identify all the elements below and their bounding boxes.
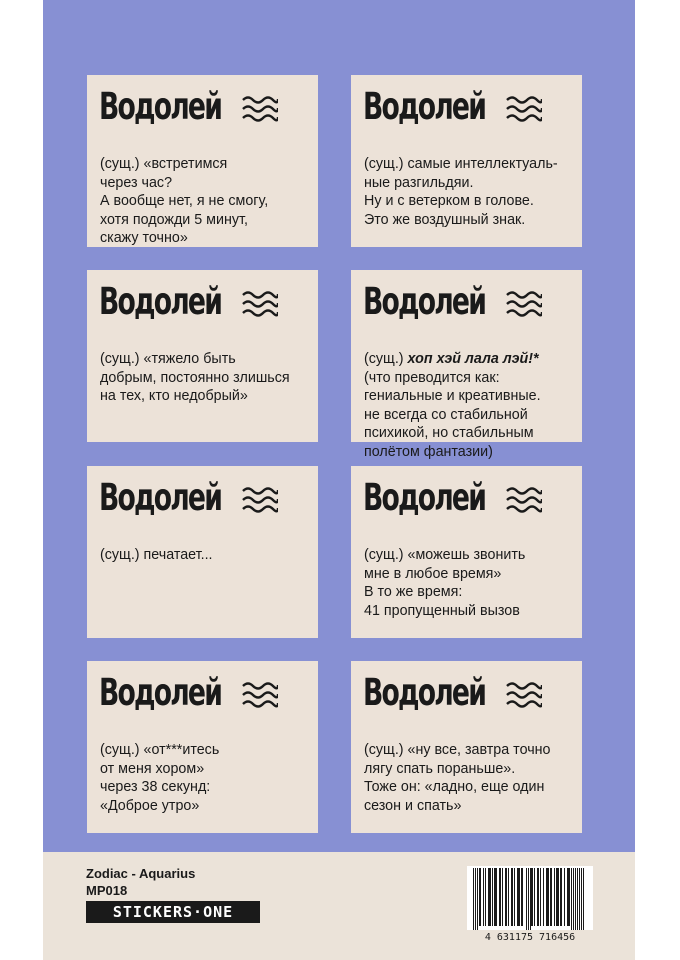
barcode-bar [479, 868, 481, 926]
barcode-bar [534, 868, 535, 926]
sticker-card [351, 661, 582, 833]
sticker-title: Водолей [363, 280, 486, 323]
sticker-text: (сущ.) «можешь звонить мне в любое время» В то же время: 41 пропущенный вызов [364, 547, 526, 619]
sticker-title: Водолей [363, 85, 486, 128]
barcode-bar [531, 868, 533, 926]
barcode [467, 866, 593, 930]
sticker-card [87, 466, 318, 638]
barcode-bar [502, 868, 503, 926]
sticker-text: (сущ.) «ну все, завтра точно лягу спать пораньше». Тоже он: «ладно, еще один сезон и спать» [364, 742, 551, 814]
barcode-bar [521, 868, 523, 926]
barcode-bar [508, 868, 509, 926]
sticker-text: (сущ.) «от***итесь от меня хором» через 38 секунд: «Доброе утро» [100, 742, 220, 814]
barcode-bar [514, 868, 515, 926]
barcode-bar [494, 868, 497, 926]
water-waves-icon [242, 485, 278, 513]
barcode-bar [505, 868, 507, 926]
sticker-card [351, 270, 582, 460]
barcode-bar [537, 868, 539, 926]
water-waves-icon [506, 680, 542, 708]
barcode-bar [517, 868, 520, 926]
product-code: MP018 [86, 883, 128, 898]
barcode-bar [573, 868, 574, 930]
barcode-bar [526, 868, 527, 930]
barcode-bar [530, 868, 531, 930]
sticker-card [351, 466, 582, 638]
water-waves-icon [242, 289, 278, 317]
product-name: Zodiac - Aquarius [86, 866, 196, 881]
barcode-bar [543, 868, 544, 926]
sticker-text-prefix: (сущ.) [364, 351, 408, 367]
barcode-bar [477, 868, 478, 930]
water-waves-icon [506, 94, 542, 122]
barcode-bars [467, 866, 593, 930]
brand-logo: STICKERS·ONE [86, 901, 260, 923]
barcode-bar [575, 868, 576, 930]
barcode-bar [540, 868, 541, 926]
barcode-bar [550, 868, 552, 926]
sticker-title: Водолей [363, 671, 486, 714]
water-waves-icon [242, 680, 278, 708]
barcode-bar [485, 868, 486, 926]
sticker-card [351, 75, 582, 247]
sticker-text: (сущ.) самые интеллектуаль- ные разгильдяи. Ну и с ветерком в голове. Это же воздушный знак. [364, 156, 558, 228]
sticker-card [87, 75, 318, 247]
barcode-bar [546, 868, 549, 926]
barcode-bar [483, 868, 484, 926]
water-waves-icon [506, 485, 542, 513]
barcode-bar [554, 868, 555, 926]
barcode-bar [564, 868, 565, 926]
barcode-bar [488, 868, 491, 926]
water-waves-icon [242, 94, 278, 122]
barcode-bar [583, 868, 584, 930]
sticker-text: (сущ.) «тяжело быть добрым, постоянно злишься на тех, кто недобрый» [100, 351, 290, 404]
barcode-bar [567, 868, 570, 926]
barcode-bar [556, 868, 559, 926]
barcode-number: 4 631175 716456 [484, 932, 576, 943]
barcode-bar [475, 868, 476, 930]
sticker-text: (сущ.) «встретимся через час? А вообще нет, я не смогу, хотя подожди 5 минут, скажу точно» [100, 156, 269, 246]
barcode-bar [577, 868, 578, 930]
barcode-bar [473, 868, 474, 930]
sticker-card [87, 661, 318, 833]
water-waves-icon [506, 289, 542, 317]
barcode-bar [579, 868, 580, 930]
barcode-bar [499, 868, 501, 926]
sticker-title: Водолей [99, 280, 222, 323]
sticker-text: (сущ.) печатает... [100, 547, 213, 563]
barcode-bar [511, 868, 513, 926]
sticker-title: Водолей [99, 476, 222, 519]
barcode-bar [571, 868, 572, 930]
sticker-title: Водолей [99, 85, 222, 128]
sticker-title: Водолей [363, 476, 486, 519]
barcode-bar [581, 868, 582, 930]
sticker-text [364, 350, 584, 461]
barcode-bar [528, 868, 529, 930]
sticker-text-rest: (что преводится как: гениальные и креативные. не всегда со стабильной психикой, но стабильным полётом фантазии) [364, 369, 541, 460]
barcode-bar [560, 868, 562, 926]
sticker-card [87, 270, 318, 442]
barcode-bar [492, 868, 493, 926]
sticker-text-highlight: хоп хэй лала лэй!* [407, 351, 539, 367]
sticker-title: Водолей [99, 671, 222, 714]
